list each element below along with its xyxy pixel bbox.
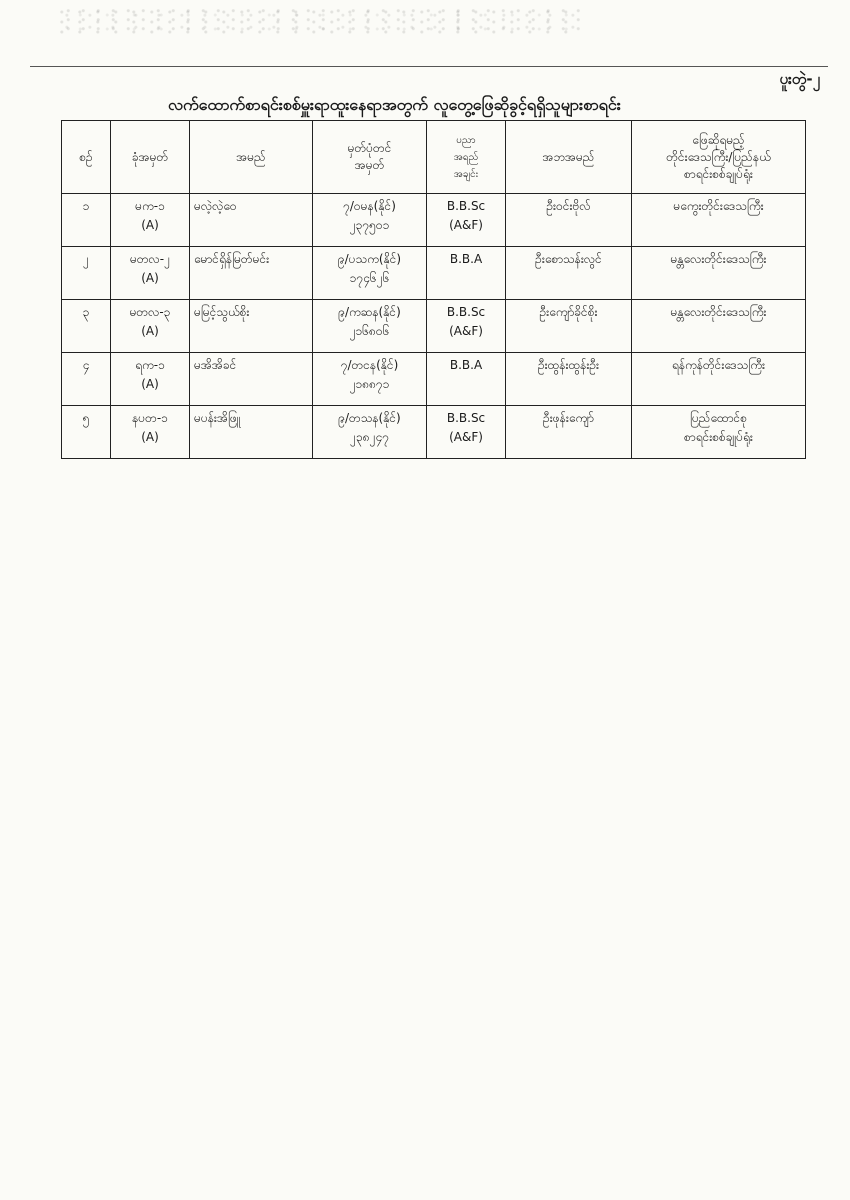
candidate-table <box>61 120 806 459</box>
cell-office-line1: မန္တလေးတိုင်းဒေသကြီး <box>670 252 767 266</box>
cell-name: မအိအိခင် <box>190 353 313 406</box>
cell-roll-group: (A) <box>141 377 159 391</box>
page-title: လက်ထောက်စာရင်းစစ်မှူးရာထူးနေရာအတွက် လူတွေ့ဖြေဆိုခွင့်ရရှိသူများစာရင်း <box>168 95 621 114</box>
cell-nrc-prefix: ၉/တသန(နိုင်) <box>338 411 401 425</box>
cell-father: ဦးထွန်းထွန်းဦး <box>506 353 632 406</box>
cell-father: ဦးစောသန်းလွင် <box>506 247 632 300</box>
table-row <box>62 353 806 406</box>
cell-nrc-prefix: ၇/တငန(နိုင်) <box>340 358 399 372</box>
cell-degree <box>427 406 506 459</box>
cell-roll-group: (A) <box>141 430 159 444</box>
cell-nrc <box>313 300 427 353</box>
table-row <box>62 406 806 459</box>
cell-name: မပန်းအိဖြူ <box>190 406 313 459</box>
cell-nrc <box>313 247 427 300</box>
header-degree-line2: အရည် <box>453 151 479 163</box>
cell-roll <box>111 406 190 459</box>
cell-office-line1: မကွေးတိုင်းဒေသကြီး <box>673 199 764 213</box>
cell-degree-line2: (A&F) <box>449 324 483 338</box>
header-degree <box>427 121 506 194</box>
page-reference: ပူးတွဲ-၂ <box>779 70 820 88</box>
cell-roll-code: မတလ-၃ <box>129 305 171 319</box>
cell-roll <box>111 247 190 300</box>
cell-degree <box>427 300 506 353</box>
cell-degree <box>427 194 506 247</box>
cell-no: ၃ <box>62 300 111 353</box>
header-degree-line3: အချင်း <box>453 168 479 180</box>
header-nrc <box>313 121 427 194</box>
cell-office-line2: စာရင်းစစ်ချုပ်ရုံး <box>684 430 753 444</box>
header-name: အမည် <box>190 121 313 194</box>
cell-office <box>632 247 806 300</box>
cell-father: ဦးဝင်းဗိုလ် <box>506 194 632 247</box>
cell-office <box>632 300 806 353</box>
cell-office <box>632 353 806 406</box>
cell-nrc-number: ၂၁၆၈၀၆ <box>349 324 390 338</box>
cell-degree-line2: (A&F) <box>449 430 483 444</box>
header-nrc-line2: အမှတ် <box>354 158 385 172</box>
cell-no: ၅ <box>62 406 111 459</box>
cell-roll-code: မက-၁ <box>135 199 165 213</box>
header-roll: ခုံအမှတ် <box>111 121 190 194</box>
header-office-line1: ဖြေဆိုရမည့် <box>692 132 745 147</box>
cell-nrc-prefix: ၉/ကဆန(နိုင်) <box>338 305 401 319</box>
cell-office <box>632 194 806 247</box>
cell-no: ၁ <box>62 194 111 247</box>
cell-degree-line1: B.B.A <box>449 252 483 266</box>
cell-nrc-number: ၂၁၈၈၇၁ <box>349 377 390 391</box>
header-no: စဉ် <box>62 121 111 194</box>
cell-office-line1: မန္တလေးတိုင်းဒေသကြီး <box>670 305 767 319</box>
cell-nrc <box>313 194 427 247</box>
cell-roll-group: (A) <box>141 218 159 232</box>
top-divider <box>30 66 828 67</box>
cell-no: ၄ <box>62 353 111 406</box>
cell-degree <box>427 247 506 300</box>
cell-roll-code: ရက-၁ <box>135 358 165 372</box>
cell-father: ဦးဖုန်းကျော် <box>506 406 632 459</box>
cell-degree-line1: B.B.Sc <box>446 411 486 425</box>
cell-roll-group: (A) <box>141 271 159 285</box>
cell-roll <box>111 300 190 353</box>
table-header-row <box>62 121 806 194</box>
cell-name: မမြင့်သွယ်စိုး <box>190 300 313 353</box>
cell-name: မလဲ့လဲ့ဝေ <box>190 194 313 247</box>
cell-degree-line1: B.B.A <box>449 358 483 372</box>
cell-nrc-number: ၂၃၇၅၀၁ <box>349 218 390 232</box>
cell-degree-line1: B.B.Sc <box>446 199 486 213</box>
header-nrc-line1: မှတ်ပုံတင် <box>347 141 392 155</box>
cell-office <box>632 406 806 459</box>
cell-office-line1: ရန်ကုန်တိုင်းဒေသကြီး <box>671 358 766 372</box>
cell-roll-code: နပတ-၁ <box>132 411 168 425</box>
cell-nrc <box>313 406 427 459</box>
table-row <box>62 300 806 353</box>
table-row <box>62 247 806 300</box>
header-degree-line1: ပညာ <box>456 134 476 146</box>
cell-nrc-prefix: ၇/ဝမန(နိုင်) <box>343 199 396 213</box>
table-row <box>62 194 806 247</box>
cell-nrc <box>313 353 427 406</box>
cell-degree-line2: (A&F) <box>449 218 483 232</box>
cell-name: မောင်ရှိန်မြတ်မင်း <box>190 247 313 300</box>
scan-noise <box>60 8 580 36</box>
cell-father: ဦးကျော်ခိုင်စိုး <box>506 300 632 353</box>
cell-roll <box>111 353 190 406</box>
cell-roll-code: မတလ-၂ <box>129 252 170 266</box>
cell-roll-group: (A) <box>141 324 159 338</box>
header-office <box>632 121 806 194</box>
cell-nrc-prefix: ၉/ပသက(နိုင်) <box>337 252 402 266</box>
cell-nrc-number: ၁၇၄၆၂၆ <box>349 271 390 285</box>
cell-roll <box>111 194 190 247</box>
cell-degree <box>427 353 506 406</box>
header-father: အဘအမည် <box>506 121 632 194</box>
cell-nrc-number: ၂၃၈၂၄၇ <box>350 430 389 444</box>
cell-degree-line1: B.B.Sc <box>446 305 486 319</box>
cell-office-line1: ပြည်ထောင်စု <box>690 411 747 425</box>
header-office-line3: စာရင်းစစ်ချုပ်ရုံး <box>684 166 753 181</box>
cell-no: ၂ <box>62 247 111 300</box>
header-office-line2: တိုင်းဒေသကြီး/ပြည်နယ် <box>666 149 771 164</box>
